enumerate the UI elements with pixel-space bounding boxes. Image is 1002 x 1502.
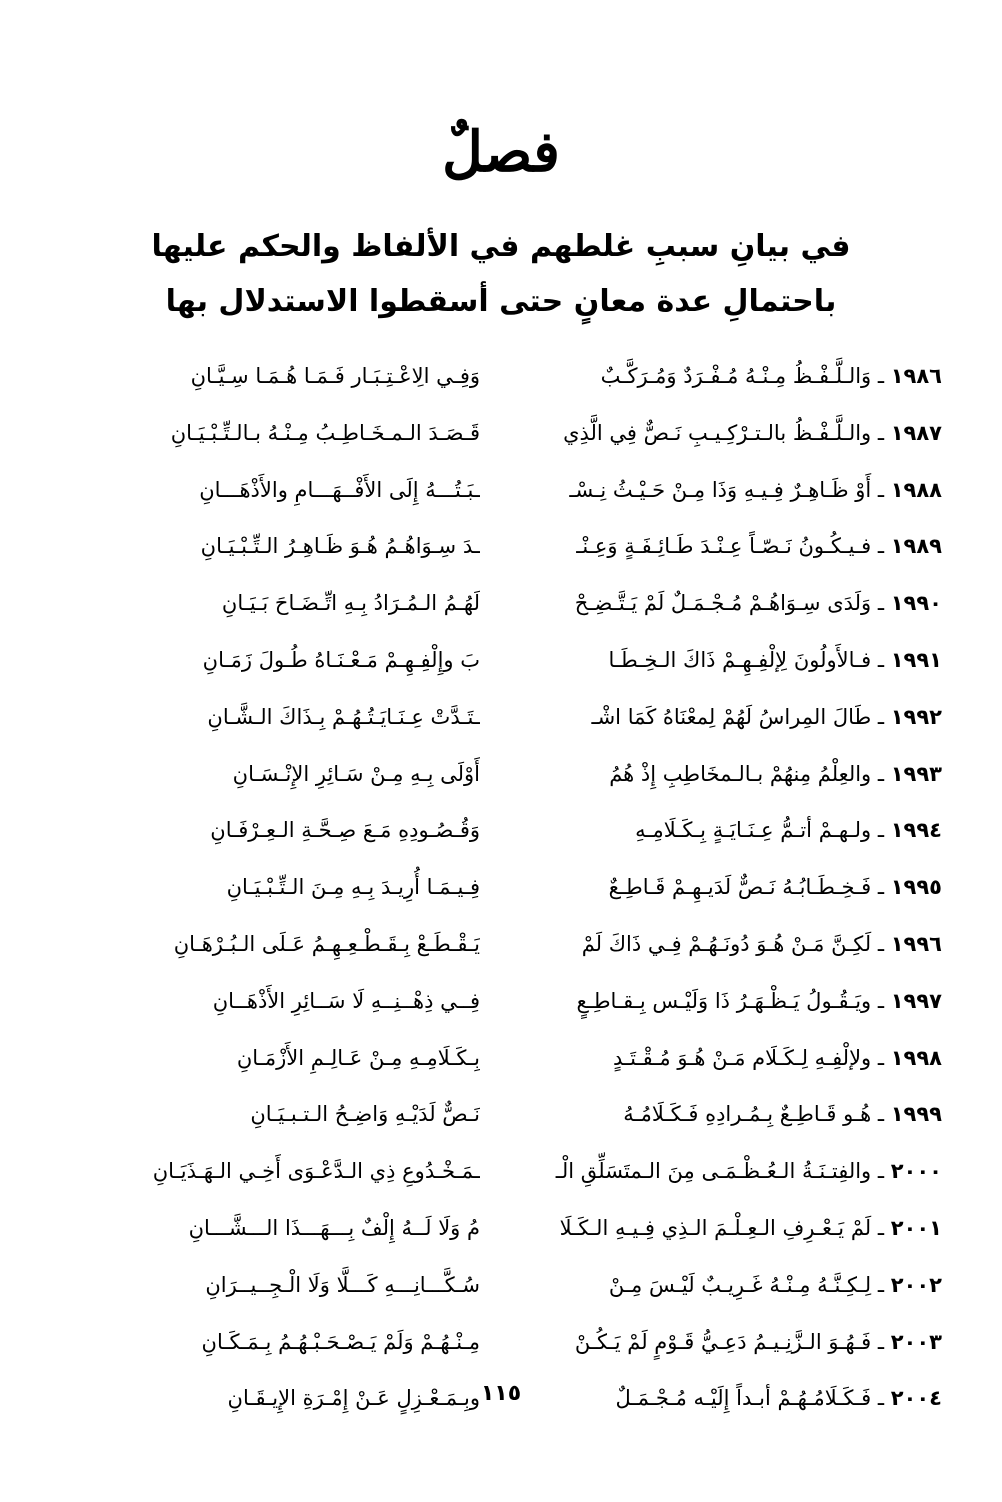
verse-first-hemistich-text: فـالأَولُونَ لِإلْفِـهِـمْ ذَاكَ الـخِـطَـا xyxy=(608,647,872,672)
verse-first-hemistich-text: وَلَدَى سِـوَاهُـمْ مُـجْـمَـلٌ لَمْ يَـتَّـضِـحْ xyxy=(574,591,872,616)
verse-first-hemistich-text: لِـكِـنَّـهُ مِـنْـهُ غَـرِيـبٌ لَيْـسَ مِـنْ xyxy=(608,1272,872,1297)
verse-number: ٢٠٠٣ xyxy=(890,1329,942,1354)
verse-second-hemistich: ـبَـتُـــهُ إِلَى الأَفْــهَـــامِ والأَذْهَـــانِ xyxy=(199,477,480,502)
verse-first-hemistich-text: طَالَ المِراسُ لَهُمْ لِمعْنَاهُ كَمَا اشْـ xyxy=(591,704,872,729)
verse-number: ٢٠٠٢ xyxy=(890,1272,942,1297)
verse-second-hemistich: نَـصٌّ لَدَيْـهِ وَاضِـحُ الـتـبـيَـانِ xyxy=(250,1102,480,1127)
verse-number-separator: ـ xyxy=(871,477,891,502)
verse-first-hemistich-text: هُـو قَـاطِـعٌ بِـمُـرادِهِ فَـكَـلَامُـهُ xyxy=(623,1102,872,1127)
verse-first-hemistich xyxy=(502,411,942,455)
verse-row xyxy=(60,1086,942,1143)
verse-number-separator: ـ xyxy=(871,1386,891,1411)
verse-number-separator: ـ xyxy=(871,647,891,672)
chapter-heading-line-2: باحتمالِ عدة معانٍ حتى أسقطوا الاستدلال بها xyxy=(165,284,837,319)
verse-number-separator: ـ xyxy=(871,1272,891,1297)
verse-second-hemistich: مُ وَلَا لَــهُ إِلْفٌ بِـــهَـــذَا الـــشَّـــانِ xyxy=(188,1215,480,1240)
verse-first-hemistich-text: ولـهـمْ أتـمُّ عِـنَـايَـةٍ بِـكَـلَامِـهِ xyxy=(635,818,872,843)
verse-number-separator: ـ xyxy=(871,1329,891,1354)
verse-number-separator: ـ xyxy=(871,1102,891,1127)
verse-first-hemistich-text: ولإلْفِـهِ لِـكَـلَام مَـنْ هُـوَ مُـقْـتَـدٍ xyxy=(612,1045,872,1070)
verse-second-hemistich: ـمَـخْـدُوعِ ذِي الـدَّعْـوَى أَخِـي الـهَـذَيَـانِ xyxy=(152,1159,480,1184)
verse-number-separator: ـ xyxy=(871,1045,891,1070)
verse-first-hemistich xyxy=(502,1092,942,1136)
verse-number: ١٩٨٩ xyxy=(890,534,942,559)
verse-number-separator: ـ xyxy=(871,1159,891,1184)
verse-number-separator: ـ xyxy=(871,364,891,388)
verse-second-hemistich: ـدَ سِـوَاهُـمُ هُـوَ ظَـاهِـرُ الـتِّـبْـيَـانِ xyxy=(200,534,480,559)
verse-first-hemistich-text: والعِلْمُ مِنهُمْ بـالـمخَاطِبِ إِذْ هُمُ xyxy=(609,761,872,786)
chapter-heading-line-1: في بيانِ سببِ غلطهم في الألفاظ والحكم عليها xyxy=(151,229,851,264)
verse-second-hemistich: وَقُـصُـودِهِ مَـعَ صِـحَّـةِ الـعِـرْفَـانِ xyxy=(210,818,480,843)
verse-number: ١٩٩٨ xyxy=(890,1045,942,1070)
verse-number-separator: ـ xyxy=(871,1215,891,1240)
verse-row xyxy=(60,973,942,1030)
verse-first-hemistich xyxy=(502,581,942,625)
verse-second-hemistich: أَوْلَى بِـهِ مِـنْ سَـائِرِ الإِنْـسَـانِ xyxy=(232,761,480,786)
verse-first-hemistich xyxy=(502,752,942,796)
verse-first-hemistich-text: فَـهُـوَ الـزَّنِـيـمُ دَعِـيُّ قَـوْمٍ لَمْ يَـكُـنْ xyxy=(574,1329,872,1354)
verse-first-hemistich xyxy=(502,808,942,852)
verse-number: ١٩٨٧ xyxy=(890,420,942,445)
verse-number: ١٩٩٧ xyxy=(890,988,942,1013)
section-title: فصلٌ xyxy=(442,119,560,185)
verse-number-separator: ـ xyxy=(871,420,891,445)
verse-number: ١٩٩١ xyxy=(890,647,942,672)
verse-row xyxy=(60,689,942,746)
verse-row xyxy=(60,575,942,632)
verse-first-hemistich-text: وَالـلَّـفْـظُ مِـنْـهُ مُـفْـرَدٌ وَمُـرَكَّـبٌ xyxy=(600,364,872,388)
verse-second-hemistich: مِـنْـهُـمْ وَلَمْ يَـصْـحَـبْـهُـمُ بِـمَـكَـانِ xyxy=(201,1329,480,1354)
poem-verses xyxy=(60,348,942,1427)
verse-first-hemistich xyxy=(502,468,942,512)
verse-second-hemistich: ـتَـدَّتْ عِـنَـايَـتُـهُـمْ بِـذَاكَ الـشَّـانِ xyxy=(207,704,480,729)
verse-number-separator: ـ xyxy=(871,818,891,843)
verse-second-hemistich: يَـقْـطَـعْ بِـقَـطْـعِـهِـمُ عَـلَى الـبُـرْهَـانِ xyxy=(173,931,480,956)
verse-number-separator: ـ xyxy=(871,591,891,616)
verse-second-hemistich: قَـصَـدَ الـمـخَـاطِـبُ مِـنْـهُ بـالـتِّـبْـيَـانِ xyxy=(170,420,480,445)
verse-number-separator: ـ xyxy=(871,534,891,559)
verse-second-hemistich: سُـكَّـــانِـــهِ كَـــلَّا وَلَا الْـجِــيــرَانِ xyxy=(205,1272,480,1297)
verse-second-hemistich: بَ وإِلْفِـهِـمْ مَـعْـنَـاهُ طُـولَ زَمَـانِ xyxy=(202,647,480,672)
verse-number-separator: ـ xyxy=(871,761,891,786)
verse-first-hemistich xyxy=(502,1206,942,1250)
verse-row xyxy=(60,1143,942,1200)
verse-first-hemistich xyxy=(502,695,942,739)
verse-first-hemistich xyxy=(502,354,942,398)
verse-first-hemistich-text: فَـخِـطَـابُـهُ نَـصٌّ لَدَيـهِـمْ قَـاطِـعٌ xyxy=(608,875,872,900)
verse-number: ١٩٩٠ xyxy=(890,591,942,616)
verse-second-hemistich: لَهُـمُ الـمُـرَادُ بِـهِ اتِّـضَـاحَ بَـيَـانِ xyxy=(221,591,480,616)
verse-first-hemistich xyxy=(502,979,942,1023)
verse-first-hemistich-text: والـلَّـفْـظُ بالـتـرْكِـيـبِ نَـصٌّ فِي الَّذِي xyxy=(563,420,872,445)
verse-row xyxy=(60,405,942,462)
verse-first-hemistich-text: فـيـكُـونُ نَـصّـاً عِـنْـدَ طَـائِـفَـةٍ وَعِـنْـ xyxy=(576,534,872,559)
verse-row xyxy=(60,1314,942,1371)
verse-number-separator: ـ xyxy=(871,988,891,1013)
verse-row xyxy=(60,916,942,973)
verse-number: ١٩٨٨ xyxy=(890,477,942,502)
verse-row xyxy=(60,1257,942,1314)
verse-first-hemistich xyxy=(502,1036,942,1080)
verse-first-hemistich xyxy=(502,1149,942,1193)
verse-first-hemistich-text: لَمْ يَـعْـرِفِ الـعِـلْـمَ الـذِي فِـيـهِ الـكَـلَا xyxy=(559,1215,872,1240)
verse-first-hemistich xyxy=(502,1320,942,1364)
verse-second-hemistich: فِــي ذِهْــنِــهِ لَا سَــائِرِ الأَذْهَــانِ xyxy=(212,988,480,1013)
verse-number: ١٩٨٦ xyxy=(890,364,942,388)
verse-number-separator: ـ xyxy=(871,704,891,729)
verse-number: ٢٠٠١ xyxy=(890,1215,942,1240)
verse-second-hemistich: وبِـمَـعْـزِلٍ عَـنْ إِمْـرَةِ الإِيـقَـانِ xyxy=(227,1386,480,1411)
verse-first-hemistich-text: ويَـقُـولُ يَـظْـهَـرُ ذَا وَلَيْـس بِـقـاطِـعٍ xyxy=(576,988,872,1013)
verse-first-hemistich xyxy=(502,524,942,568)
verse-row xyxy=(60,1030,942,1087)
verse-first-hemistich-text: أَوْ ظَـاهِـرٌ فِـيـهِ وَذَا مِـنْ حَـيْـثُ نِـسْـ xyxy=(569,477,872,502)
verse-number: ٢٠٠٠ xyxy=(890,1159,942,1184)
verse-row xyxy=(60,1200,942,1257)
verse-number: ١٩٩٩ xyxy=(890,1102,942,1127)
verse-row xyxy=(60,859,942,916)
verse-first-hemistich xyxy=(502,638,942,682)
verse-row xyxy=(60,632,942,689)
verse-row xyxy=(60,348,942,405)
verse-first-hemistich-text: لَكِـنَّ مَـنْ هُـوَ دُونَـهُـمْ فِـي ذَاكَ لَمْ xyxy=(581,931,872,956)
verse-number: ٢٠٠٤ xyxy=(890,1386,942,1411)
verse-number: ١٩٩٣ xyxy=(890,761,942,786)
verse-number: ١٩٩٥ xyxy=(890,875,942,900)
verse-first-hemistich xyxy=(502,1263,942,1307)
verse-number: ١٩٩٤ xyxy=(890,818,942,843)
verse-second-hemistich: فِـيـمَـا أُرِيـدَ بِـهِ مِـنَ الـتِّـبْـيَـانِ xyxy=(226,875,480,900)
verse-row xyxy=(60,462,942,519)
verse-row xyxy=(60,802,942,859)
page-number: ١١٥ xyxy=(480,1381,522,1406)
verse-second-hemistich: وَفِـي الِاعْـتِـبَـار فَـمَـا هُـمَـا سِـيَّـانِ xyxy=(190,364,480,388)
verse-first-hemistich-text: فَـكَـلَامُـهُـمْ أبـداً إِلَيْـه مُـجْـمَـلٌ xyxy=(615,1386,872,1411)
verse-number-separator: ـ xyxy=(871,931,891,956)
verse-number: ١٩٩٢ xyxy=(890,704,942,729)
verse-first-hemistich xyxy=(502,922,942,966)
verse-row xyxy=(60,518,942,575)
verse-first-hemistich xyxy=(502,865,942,909)
verse-row xyxy=(60,746,942,803)
verse-first-hemistich-text: والفِتـنَـةُ الـعُـظْـمَـى مِنَ الـمتَسَلِّقِ الْـ xyxy=(555,1159,872,1184)
verse-number-separator: ـ xyxy=(871,875,891,900)
verse-second-hemistich: بِـكَـلَامِـهِ مِـنْ عَـالِـمِ الأَزْمَـانِ xyxy=(236,1045,480,1070)
verse-number: ١٩٩٦ xyxy=(890,931,942,956)
